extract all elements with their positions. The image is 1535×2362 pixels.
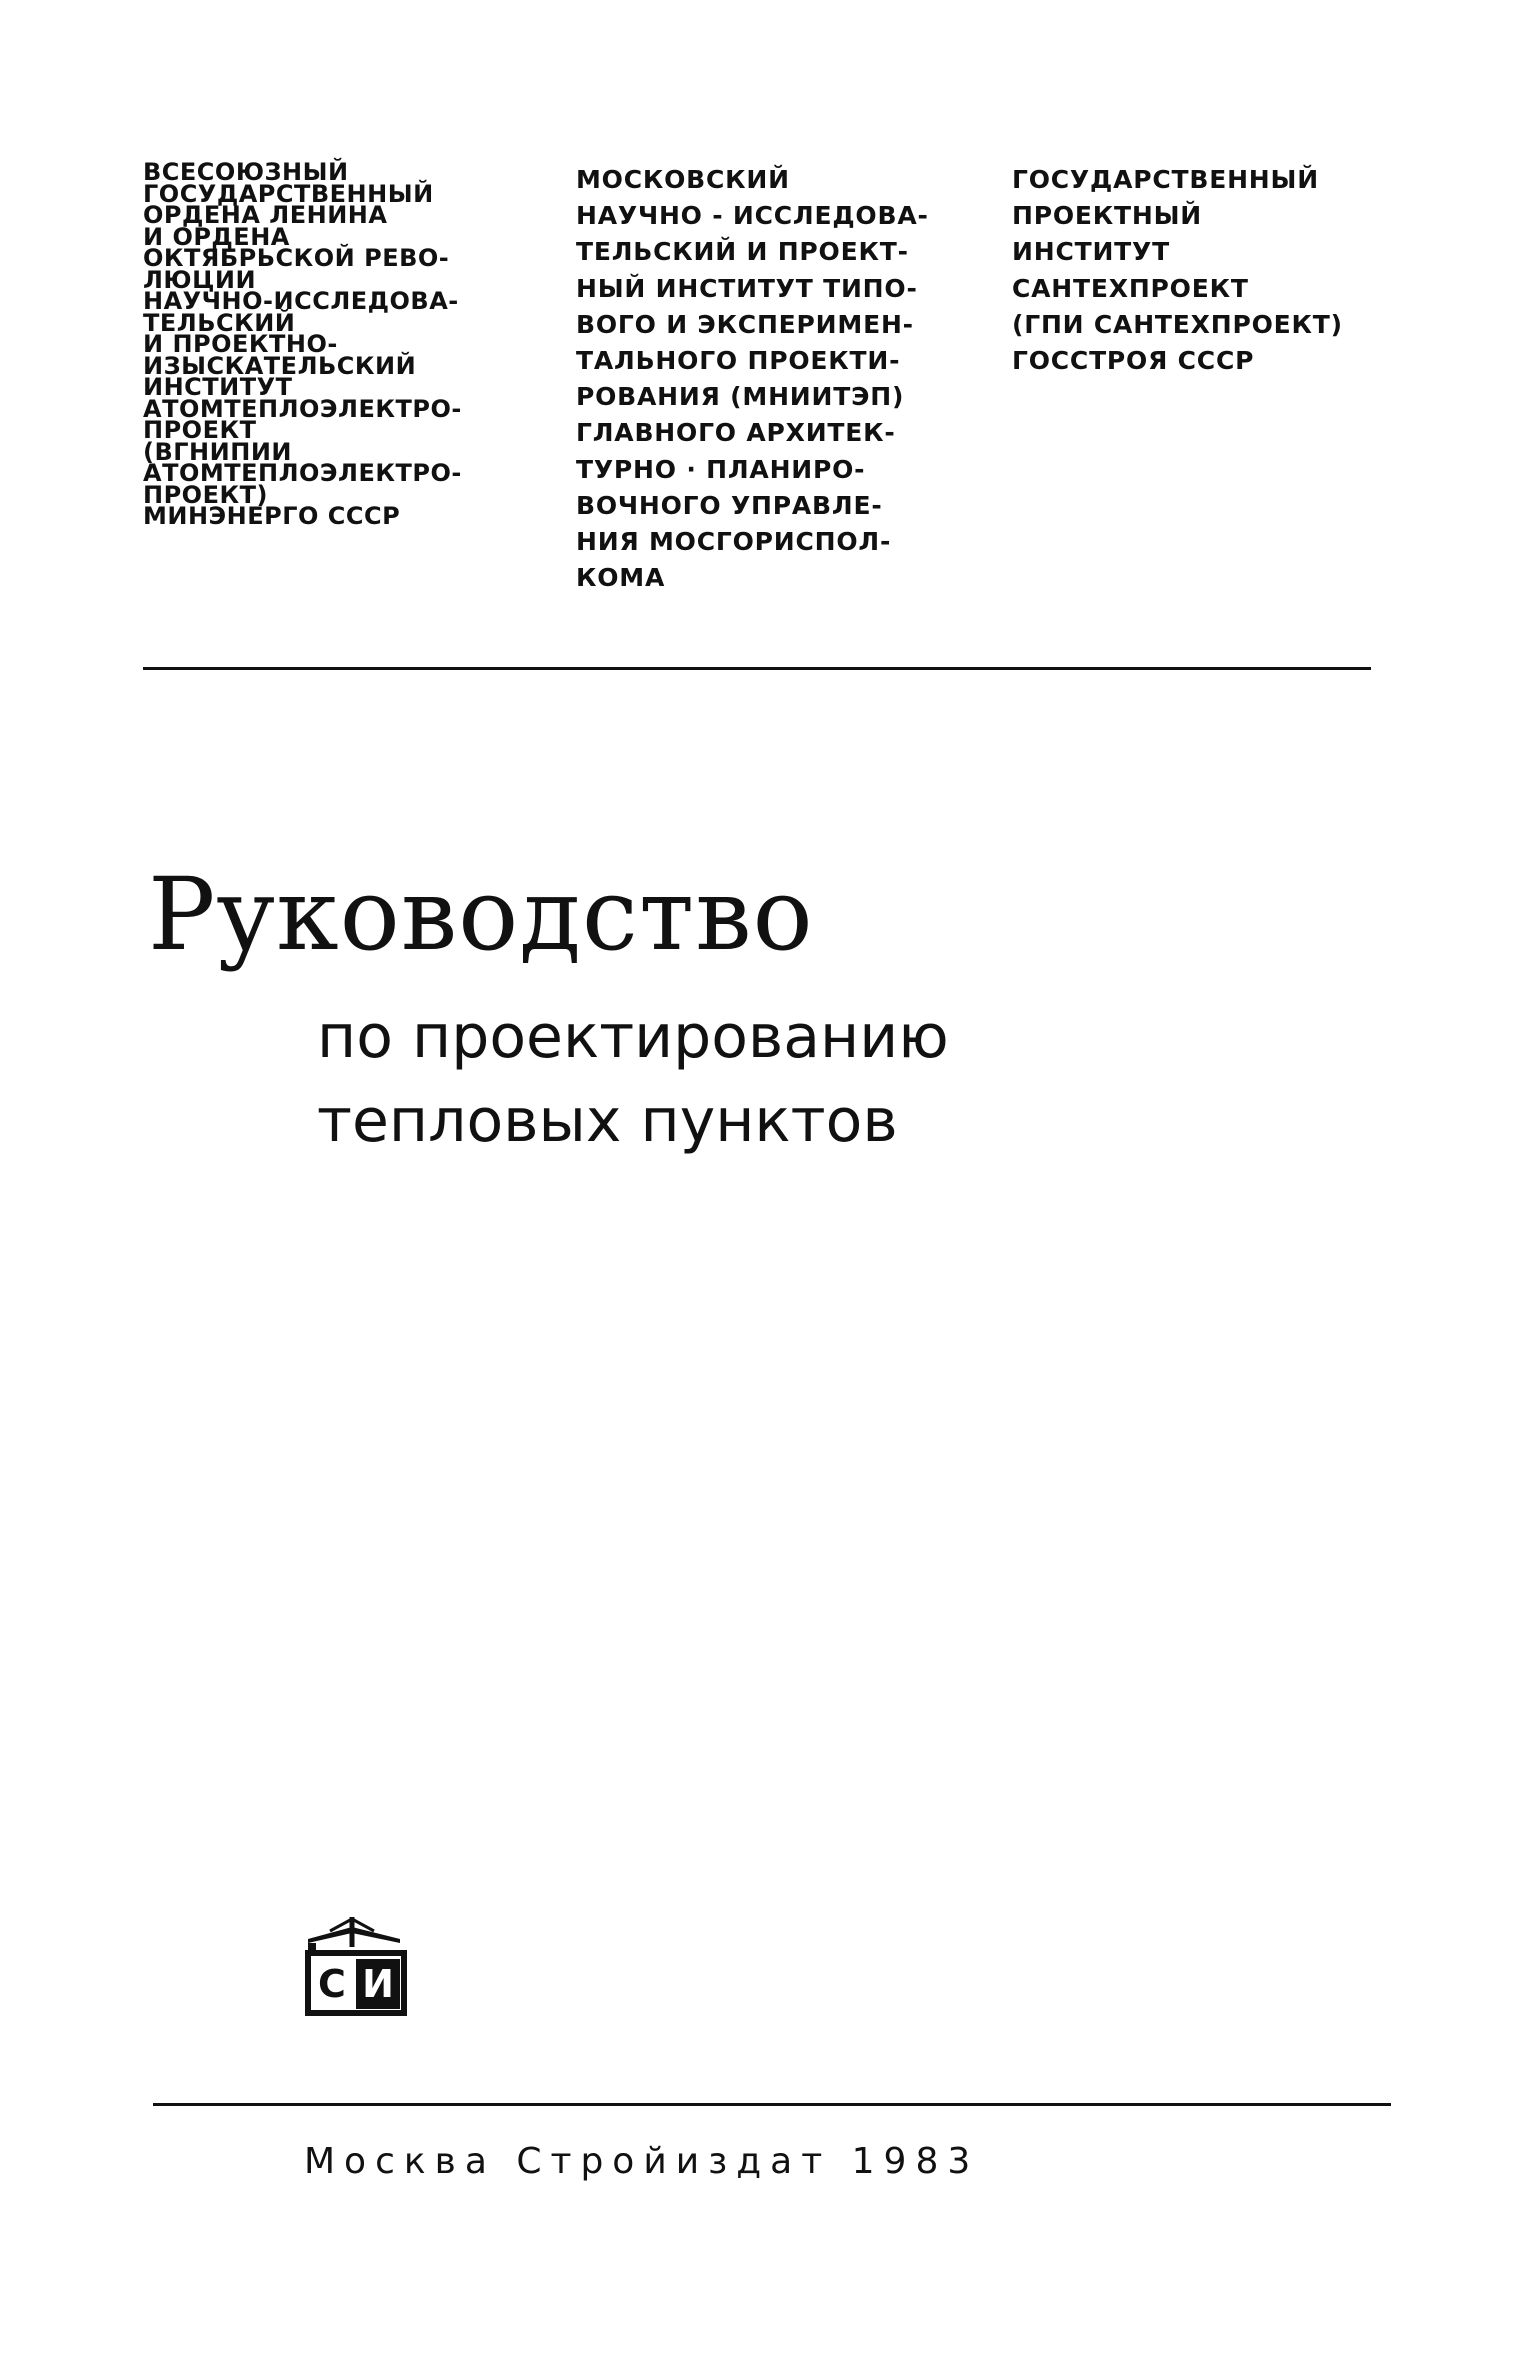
book-subtitle-line-1: по проектированию [317,1002,949,1072]
book-title: Руководство [148,856,814,973]
org-line: ИЗЫСКАТЕЛЬСКИЙ [143,351,417,380]
org-line: ГЛАВНОГО АРХИТЕК- [576,418,896,448]
bottom-divider [153,2103,1391,2106]
book-subtitle-line-2: тепловых пунктов [317,1086,898,1156]
org-line: КОМА [576,563,666,593]
org-line: ГОСУДАРСТВЕННЫЙ [1012,165,1319,194]
org-line: ВСЕСОЮЗНЫЙ [143,158,349,186]
organization-block-vgnipii [143,158,573,530]
org-line: САНТЕХПРОЕКТ [1012,273,1249,303]
org-line: НИЯ МОСГОРИСПОЛ- [576,527,892,557]
logo-letter-i: И [362,1962,394,2006]
org-line: АТОМТЕПЛОЭЛЕКТРО- [143,394,462,423]
org-line: РОВАНИЯ (МНИИТЭП) [576,382,905,412]
org-line: ВОЧНОГО УПРАВЛЕ- [576,490,883,520]
org-line: АТОМТЕПЛОЭЛЕКТРО- [143,459,462,487]
top-divider [143,667,1371,670]
org-line: ГОССТРОЯ СССР [1012,346,1255,376]
org-line: ПРОЕКТ) [143,480,268,509]
org-line: ГОСУДАРСТВЕННЫЙ [143,179,434,208]
org-line: НЫЙ ИНСТИТУТ ТИПО- [576,273,918,303]
org-line: ТУРНО · ПЛАНИРО- [576,454,866,484]
org-line: ТАЛЬНОГО ПРОЕКТИ- [576,346,901,376]
org-line: ПРОЕКТНЫЙ [1012,201,1203,231]
org-line: НАУЧНО-ИССЛЕДОВА- [143,287,459,315]
org-line: (ГПИ САНТЕХПРОЕКТ) [1012,309,1343,339]
org-line: МИНЭНЕРГО СССР [143,502,401,530]
org-line: ПРОЕКТ [143,416,257,444]
stroyizdat-logo-icon [300,1917,420,2017]
org-line: ТЕЛЬСКИЙ И ПРОЕКТ- [576,237,909,267]
org-line: ТЕЛЬСКИЙ [143,308,296,337]
publisher-imprint: Москва Стройиздат 1983 [304,2141,980,2182]
org-line: (ВГНИПИИ [143,437,292,466]
org-line: ИНСТИТУТ [1012,237,1170,267]
org-line: ОРДЕНА ЛЕНИНА [143,201,388,229]
organization-block-santehproekt [1012,162,1432,379]
org-line: НАУЧНО - ИССЛЕДОВА- [576,201,929,231]
org-line: ИНСТИТУТ [143,373,293,401]
org-line: МОСКОВСКИЙ [576,165,790,194]
org-line: ЛЮЦИИ [143,265,257,294]
org-line: ОКТЯБРЬСКОЙ РЕВО- [143,244,450,272]
org-line: И ОРДЕНА [143,222,290,251]
org-line: И ПРОЕКТНО- [143,330,338,358]
logo-letter-s: С [318,1962,346,2006]
organization-block-mniitep [576,162,976,596]
org-line: ВОГО И ЭКСПЕРИМЕН- [576,309,914,339]
